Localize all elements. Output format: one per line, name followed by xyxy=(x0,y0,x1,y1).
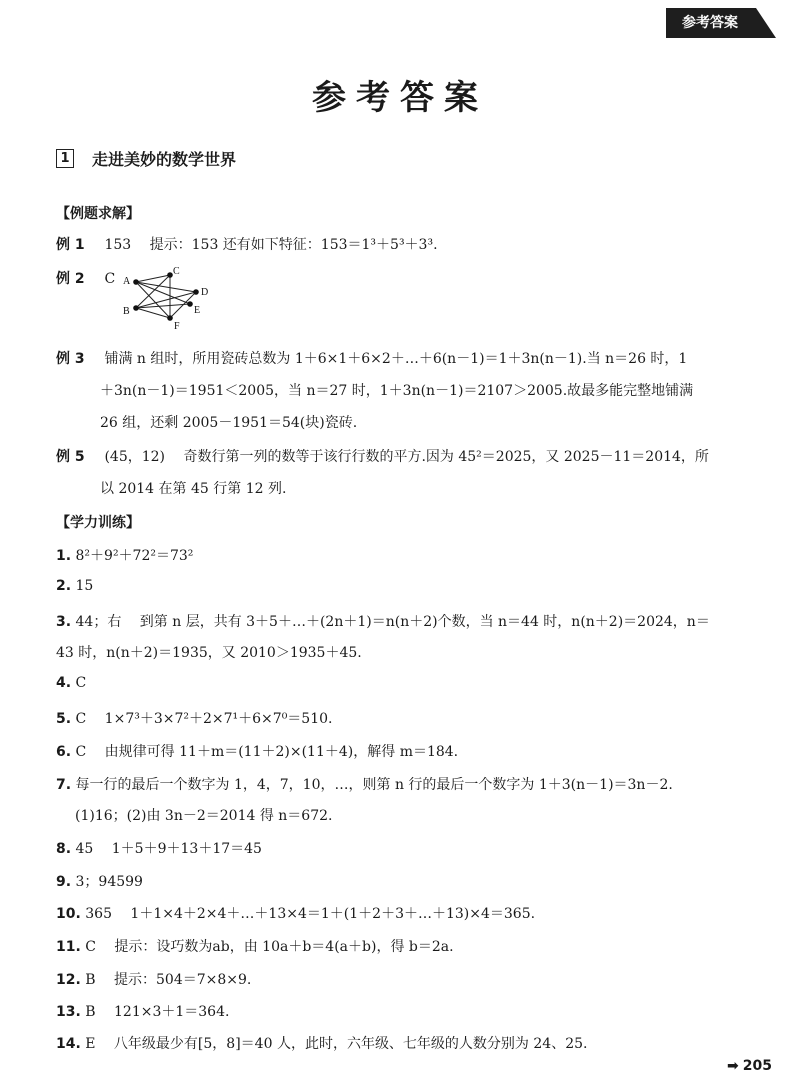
section-heading-examples: 【例题求解】 xyxy=(56,206,140,222)
page-number xyxy=(727,1058,772,1074)
answer-number: 8. xyxy=(56,841,72,857)
example-3-line3: 26 组，还剩 2005－1951＝54(块)瓷砖. xyxy=(100,415,358,431)
answer-text: 44；右 到第 n 层，共有 3＋5＋…＋(2n＋1)＝n(n＋2)个数，当 n＝44 时，n(n＋2)＝2024，n＝ xyxy=(75,614,710,630)
answer-text: B 121×3＋1＝364. xyxy=(85,1004,230,1020)
chapter-number: 1 xyxy=(56,149,74,168)
answer-number: 9. xyxy=(56,874,72,890)
answer-number: 10. xyxy=(56,906,81,922)
answer-text: E 八年级最少有[5，8]＝40 人，此时，六年级、七年级的人数分别为 24、25. xyxy=(85,1036,588,1052)
answer-item xyxy=(56,774,673,794)
example-label: 例 3 xyxy=(56,351,85,367)
page-title: 参考答案 xyxy=(312,78,488,118)
answer-item xyxy=(56,611,710,631)
answer-continuation: (1)16；(2)由 3n－2＝2014 得 n＝672. xyxy=(75,808,333,824)
example-label: 例 2 xyxy=(56,271,85,287)
example-text: (45，12) 奇数行第一列的数等于该行行数的平方.因为 45²＝2025，又 2025－11＝2014，所 xyxy=(104,449,709,465)
answer-text: 8²＋9²＋72²＝73² xyxy=(75,548,194,564)
example-label: 例 1 xyxy=(56,237,85,253)
answer-item xyxy=(56,578,93,594)
answer-item xyxy=(56,871,143,891)
answer-item xyxy=(56,741,458,761)
example-3-line2: ＋3n(n－1)＝1951＜2005，当 n＝27 时，1＋3n(n－1)＝2107＞2005.故最多能完整地铺满 xyxy=(100,383,694,399)
page-number-text: 205 xyxy=(742,1058,772,1074)
answer-number: 3. xyxy=(56,614,72,630)
answer-text: 15 xyxy=(75,578,94,594)
example-5-line2: 以 2014 在第 45 行第 12 列. xyxy=(100,481,287,497)
node-label-d: D xyxy=(201,287,209,298)
chapter-heading xyxy=(56,147,236,170)
node-label-e: E xyxy=(194,305,201,316)
answer-text: C 由规律可得 11＋m＝(11＋2)×(11＋4)，解得 m＝184. xyxy=(75,744,459,760)
answer-text: 365 1＋1×4＋2×4＋…＋13×4＝1＋(1＋2＋3＋…＋13)×4＝365. xyxy=(85,906,536,922)
example-5 xyxy=(56,446,709,466)
answer-item xyxy=(56,708,332,728)
example-3 xyxy=(56,348,687,368)
example-2 xyxy=(56,268,115,288)
graph-diagram xyxy=(118,262,218,334)
example-text: 铺满 n 组时，所用瓷砖总数为 1＋6×1＋6×2＋…＋6(n－1)＝1＋3n(n－1).当 n＝26 时，1 xyxy=(104,351,688,367)
example-text: 153 提示：153 还有如下特征：153＝1³＋5³＋3³. xyxy=(104,237,438,253)
answer-item xyxy=(56,969,251,989)
answer-number: 13. xyxy=(56,1004,81,1020)
header-tab: 参考答案 xyxy=(666,8,776,38)
answer-item xyxy=(56,1001,229,1021)
node-label-c: C xyxy=(173,266,180,277)
answer-item xyxy=(56,936,454,956)
example-label: 例 5 xyxy=(56,449,85,465)
example-1 xyxy=(56,234,438,254)
answer-text: C xyxy=(75,675,87,691)
answer-number: 12. xyxy=(56,972,81,988)
node-label-f: F xyxy=(174,321,180,332)
answer-number: 5. xyxy=(56,711,72,727)
answer-number: 7. xyxy=(56,777,72,793)
answer-number: 2. xyxy=(56,578,72,594)
node-label-b: B xyxy=(123,306,130,317)
answer-item xyxy=(56,903,535,923)
answer-item xyxy=(56,675,86,691)
answer-item xyxy=(56,545,193,565)
arrow-icon: ➡ xyxy=(727,1058,739,1074)
answer-text: B 提示：504＝7×8×9. xyxy=(85,972,252,988)
section-heading-exercises: 【学力训练】 xyxy=(56,515,140,531)
answer-number: 6. xyxy=(56,744,72,760)
answer-number: 11. xyxy=(56,939,81,955)
answer-text: C 1×7³＋3×7²＋2×7¹＋6×7⁰＝510. xyxy=(75,711,333,727)
answer-text: 45 1＋5＋9＋13＋17＝45 xyxy=(75,841,262,857)
answer-number: 4. xyxy=(56,675,72,691)
answer-text: 3；94599 xyxy=(75,874,143,890)
answer-continuation: 43 时，n(n＋2)＝1935，又 2010＞1935＋45. xyxy=(56,645,362,661)
answer-text: C 提示：设巧数为ab，由 10a＋b＝4(a＋b)，得 b＝2a. xyxy=(85,939,454,955)
example-text: C xyxy=(104,271,116,287)
node-label-a: A xyxy=(123,276,131,287)
answer-item xyxy=(56,1033,587,1053)
answer-number: 14. xyxy=(56,1036,81,1052)
answer-text: 每一行的最后一个数字为 1，4，7，10，…，则第 n 行的最后一个数字为 1＋3(n－1)＝3n－2. xyxy=(75,777,673,793)
chapter-title: 走进美妙的数学世界 xyxy=(92,150,237,169)
answer-number: 1. xyxy=(56,548,72,564)
answer-item xyxy=(56,838,262,858)
